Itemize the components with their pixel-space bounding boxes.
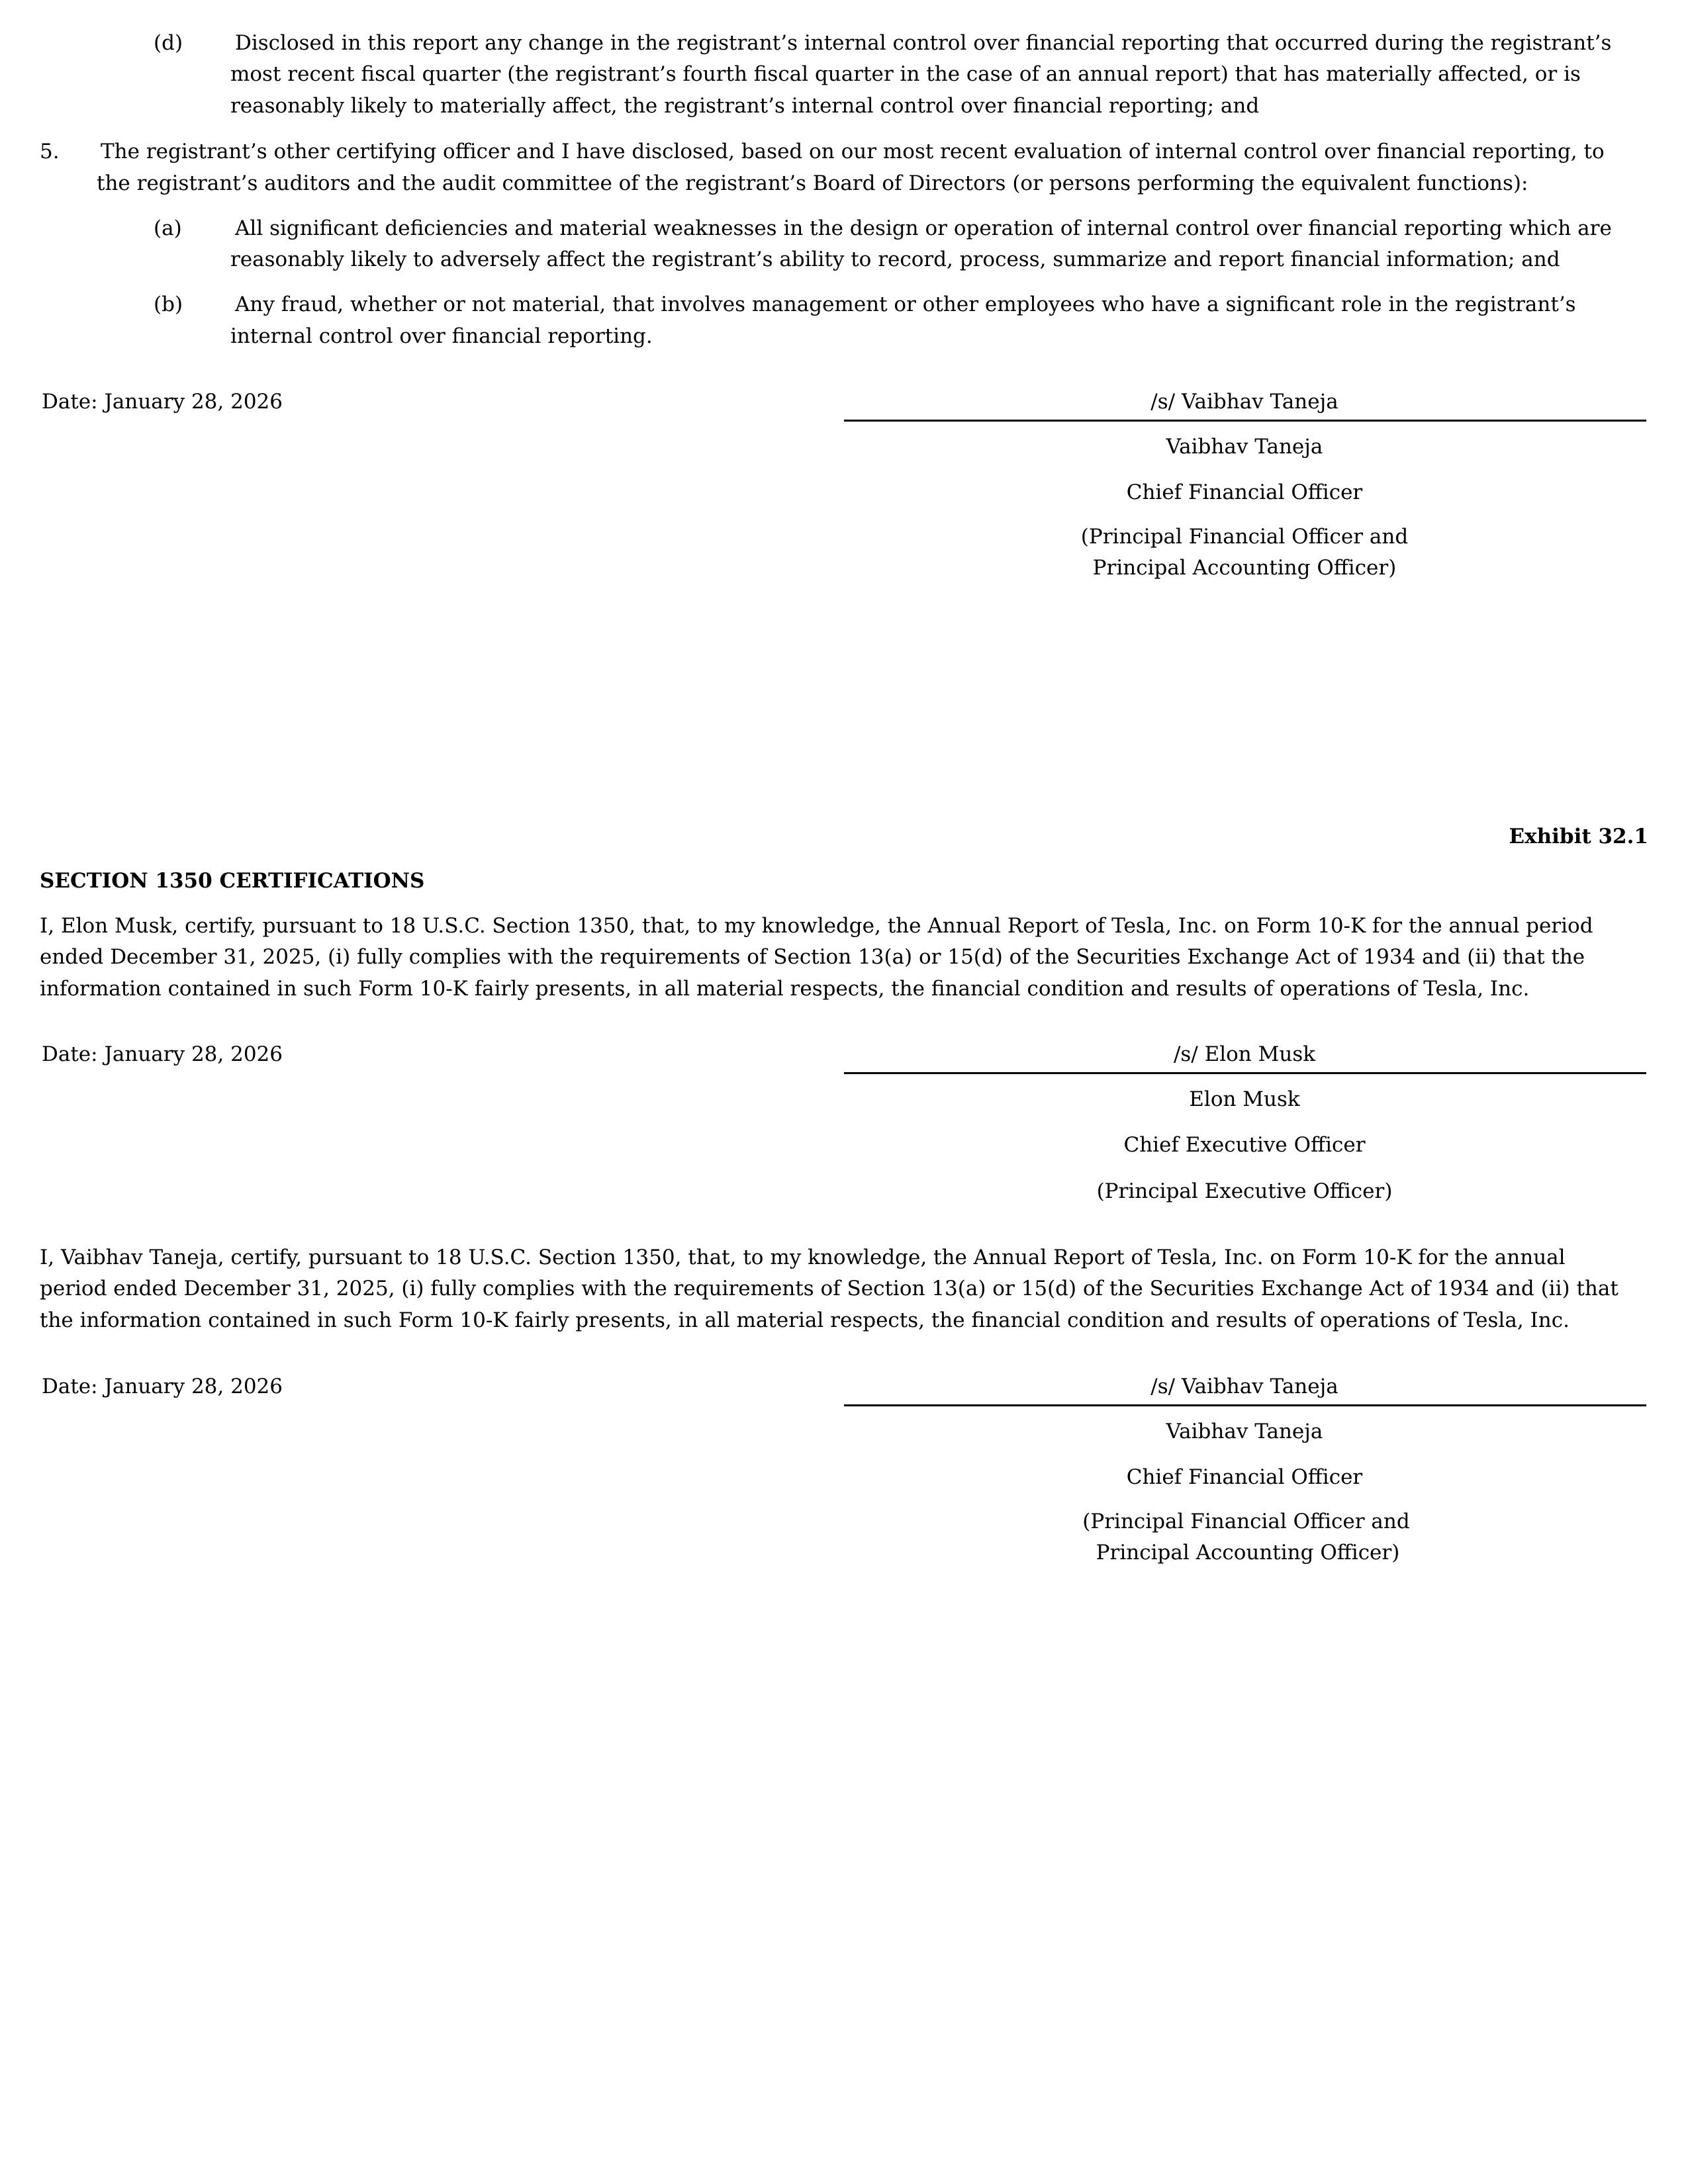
signature-3-title: Chief Financial Officer bbox=[1126, 1465, 1363, 1489]
cert-taneja-line-2: period ended December 31, 2025, (i) fully complies with the requirements of Section 13(a) or 15(d) of the Securities Exchange Act of 1934 and (ii) that bbox=[40, 1277, 1618, 1300]
signature-3-signature: /s/ Vaibhav Taneja bbox=[1150, 1375, 1338, 1398]
cert-musk-line-2: ended December 31, 2025, (i) fully complies with the requirements of Section 13(a) or 15(d) of the Securities Exchange Act of 1934 and (ii) that the bbox=[40, 945, 1585, 969]
signature-1-name: Vaibhav Taneja bbox=[1166, 435, 1323, 459]
item-b-line-1: Any fraud, whether or not material, that involves management or other employees who have a significant role in the registrant’s bbox=[235, 293, 1576, 316]
signature-3-date: Date: January 28, 2026 bbox=[42, 1375, 283, 1398]
signature-1-role-line-1: (Principal Financial Officer and bbox=[1080, 525, 1409, 549]
signature-2-rule bbox=[844, 1072, 1646, 1074]
signature-3-role-line-1: (Principal Financial Officer and bbox=[1082, 1510, 1410, 1533]
section-heading: SECTION 1350 CERTIFICATIONS bbox=[40, 869, 425, 893]
signature-2-role-line-1: (Principal Executive Officer) bbox=[1096, 1179, 1393, 1203]
signature-1-rule bbox=[844, 420, 1646, 422]
item-b-marker: (b) bbox=[154, 293, 183, 316]
cert-taneja-line-1: I, Vaibhav Taneja, certify, pursuant to 18 U.S.C. Section 1350, that, to my knowledge, the Annual Report of Tesla, Inc. on Form 10-K for the annual bbox=[40, 1246, 1566, 1269]
item-a-marker: (a) bbox=[154, 216, 182, 240]
item-d-line-1: Disclosed in this report any change in the registrant’s internal control over financial reporting that occurred during the registrant’s bbox=[235, 31, 1612, 55]
item-a-line-1: All significant deficiencies and material weaknesses in the design or operation of internal control over financial reporting which are bbox=[235, 216, 1612, 240]
item-b-line-2: internal control over financial reporting. bbox=[230, 324, 653, 348]
signature-2-name: Elon Musk bbox=[1189, 1087, 1300, 1111]
item-5-line-1: The registrant’s other certifying officer and I have disclosed, based on our most recent evaluation of internal control over financial reporting, to bbox=[101, 140, 1605, 163]
signature-3-rule bbox=[844, 1404, 1646, 1406]
cert-musk-line-1: I, Elon Musk, certify, pursuant to 18 U.S.C. Section 1350, that, to my knowledge, the Annual Report of Tesla, Inc. on Form 10-K for the annual period bbox=[40, 914, 1593, 938]
signature-1-role-line-2: Principal Accounting Officer) bbox=[1092, 556, 1397, 580]
signature-3-role-line-2: Principal Accounting Officer) bbox=[1096, 1541, 1400, 1565]
cert-taneja-line-3: the information contained in such Form 10-K fairly presents, in all material respects, the financial condition and results of operations of Tesla, Inc. bbox=[40, 1308, 1570, 1332]
signature-3-name: Vaibhav Taneja bbox=[1166, 1420, 1323, 1443]
signature-2-signature: /s/ Elon Musk bbox=[1173, 1042, 1316, 1066]
signature-1-title: Chief Financial Officer bbox=[1126, 480, 1363, 504]
signature-2-title: Chief Executive Officer bbox=[1123, 1133, 1366, 1157]
item-d-marker: (d) bbox=[154, 31, 183, 55]
signature-1-signature: /s/ Vaibhav Taneja bbox=[1150, 390, 1338, 414]
item-d-line-2: most recent fiscal quarter (the registrant’s fourth fiscal quarter in the case of an annual report) that has materially affected, or is bbox=[230, 62, 1581, 86]
item-5-line-2: the registrant’s auditors and the audit committee of the registrant’s Board of Directors (or persons performing the equivalent functions): bbox=[97, 171, 1528, 195]
signature-1-date: Date: January 28, 2026 bbox=[42, 390, 283, 414]
item-a-line-2: reasonably likely to adversely affect the registrant’s ability to record, process, summarize and report financial information; and bbox=[230, 248, 1560, 271]
item-5-marker: 5. bbox=[40, 140, 60, 163]
cert-musk-line-3: information contained in such Form 10-K fairly presents, in all material respects, the financial condition and results of operations of Tesla, Inc. bbox=[40, 977, 1530, 1001]
signature-2-date: Date: January 28, 2026 bbox=[42, 1042, 283, 1066]
exhibit-label: Exhibit 32.1 bbox=[1509, 825, 1648, 848]
item-d-line-3: reasonably likely to materially affect, the registrant’s internal control over financial reporting; and bbox=[230, 94, 1260, 118]
